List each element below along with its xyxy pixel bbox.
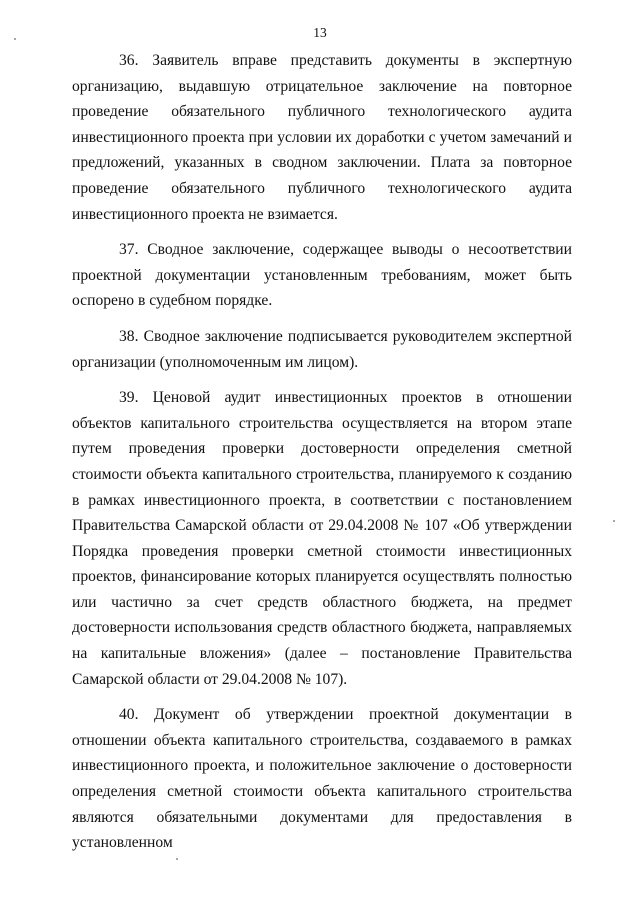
scan-speck-right-margin (613, 520, 615, 522)
paragraph-36: 36. Заявитель вправе представить документы в экспертную организацию, выдавшую отрицательное заключение на повторное проведение обязательного публичного технологического аудита инвестиционного проекта при условии их доработки с учетом замечаний и предложений, указанных в сводном заключении. Плата за повторное проведение обязательного публичного технологического аудита инвестиционного проекта не взимается. (72, 52, 572, 223)
document-body (72, 48, 572, 866)
paragraph-37: 37. Сводное заключение, содержащее выводы о несоответствии проектной документации установленным требованиям, может быть оспорено в судебном порядке. (72, 241, 572, 310)
scan-speck-top-left (14, 38, 16, 40)
paragraph-39: 39. Ценовой аудит инвестиционных проектов в отношении объектов капитального строительства осуществляется на втором этапе путем проведения проверки достоверности определения сметной стоимости объекта капитального строительства, планируемого к созданию в рамках инвестиционного проекта, в соответствии с постановлением Правительства Самарской области от 29.04.2008 № 107 «Об утверждении Порядка проведения проверки сметной стоимости инвестиционных проектов, финансирование которых планируется осуществлять полностью или частично за счет средств областного бюджета, на предмет достоверности использования средств областного бюджета, направляемых на капитальные вложения» (далее – постановление Правительства Самарской области от 29.04.2008 № 107). (72, 389, 572, 688)
page-number: 13 (313, 25, 327, 40)
paragraph-40: 40. Документ об утверждении проектной документации в отношении объекта капитального строительства, создаваемого в рамках инвестиционного проекта, и положительное заключение о достоверности определения сметной стоимости объекта капитального строительства являются обязательными документами для предоставления в установленном (72, 706, 572, 852)
paragraph-38: 38. Сводное заключение подписывается руководителем экспертной организации (уполномоченным им лицом). (72, 327, 572, 371)
